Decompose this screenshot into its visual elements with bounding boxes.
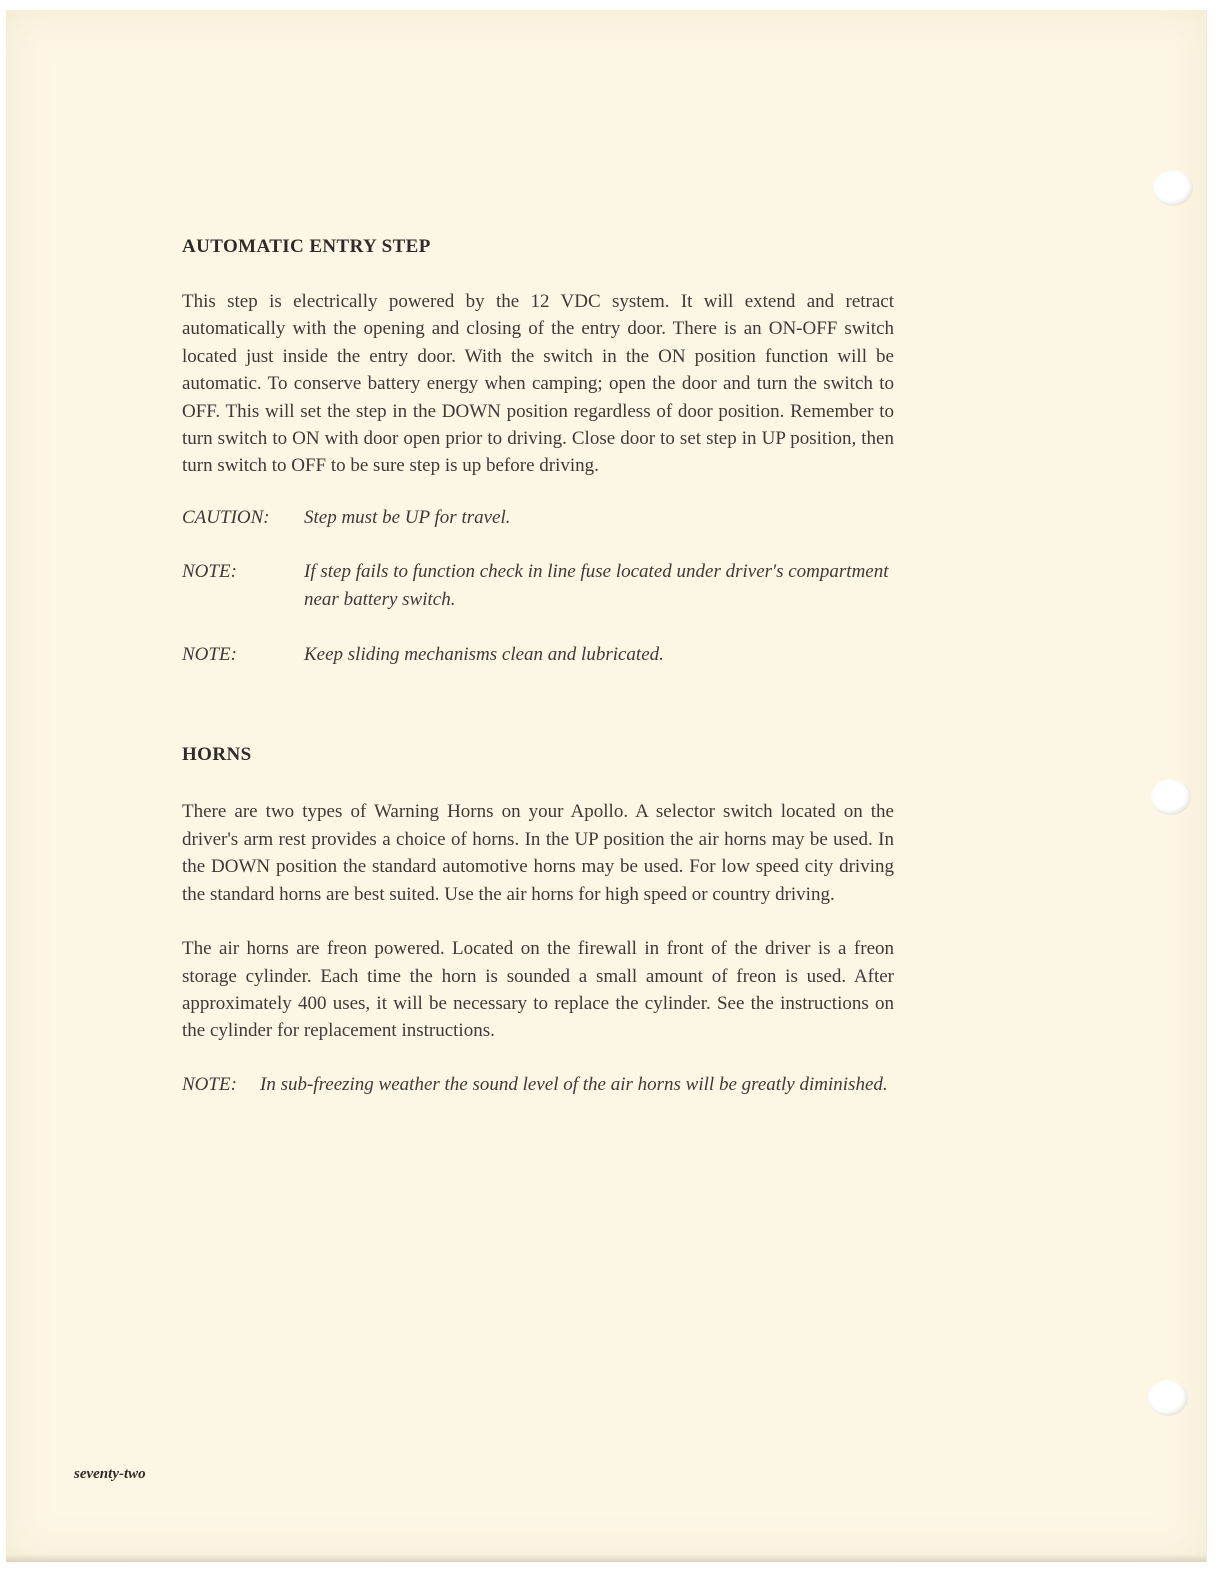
punch-hole	[1151, 779, 1191, 815]
note-label: NOTE:	[182, 1073, 237, 1095]
note	[182, 641, 894, 668]
note-text: Step must be UP for travel.	[304, 506, 511, 528]
caution-note	[182, 504, 894, 531]
body-paragraph: There are two types of Warning Horns on your Apollo. A selector switch located on the driver's arm rest provides a choice of horns. In the UP position the air horns may be used. In the DOWN position the standard automotive horns may be used. For low speed city driving the standard horns are best suited. Use the air horns for high speed or country driving.	[182, 801, 894, 905]
page-number: seventy-two	[74, 1466, 146, 1482]
punch-hole	[1148, 1380, 1188, 1416]
note-label: CAUTION:	[182, 506, 270, 528]
punch-hole	[1153, 170, 1193, 206]
body-paragraph: This step is electrically powered by the 12 VDC system. It will extend and retract automatically with the opening and closing of the entry door. There is an ON-OFF switch located just inside the entry door. With the switch in the ON position function will be automatic. To conserve battery energy when camping; open the door and turn the switch to OFF. This will set the step in the DOWN position regardless of door position. Remember to turn switch to ON with door open prior to driving. Close door to set step in UP position, then turn switch to OFF to be sure step is up before driving.	[182, 291, 894, 477]
note-text: Keep sliding mechanisms clean and lubricated.	[304, 644, 664, 666]
body-paragraph: The air horns are freon powered. Located on the firewall in front of the driver is a freon storage cylinder. Each time the horn is sounded a small amount of freon is used. After approximately 400 uses, it will be necessary to replace the cylinder. See the instructions on the cylinder for replacement instructions.	[182, 938, 894, 1042]
note-text: If step fails to function check in line fuse located under driver's compartment near battery switch.	[304, 561, 889, 610]
page-edge-shadow	[6, 1554, 1206, 1562]
page-content	[182, 236, 894, 1098]
section-horns	[182, 744, 894, 1098]
section-automatic-entry-step	[182, 236, 894, 668]
note-label: NOTE:	[182, 644, 237, 666]
note	[182, 1071, 894, 1098]
note-text: In sub-freezing weather the sound level of the air horns will be greatly diminished.	[260, 1073, 888, 1095]
section-heading: HORNS	[182, 744, 252, 766]
section-heading: AUTOMATIC ENTRY STEP	[182, 236, 431, 257]
note	[182, 558, 894, 613]
note-label: NOTE:	[182, 561, 237, 583]
